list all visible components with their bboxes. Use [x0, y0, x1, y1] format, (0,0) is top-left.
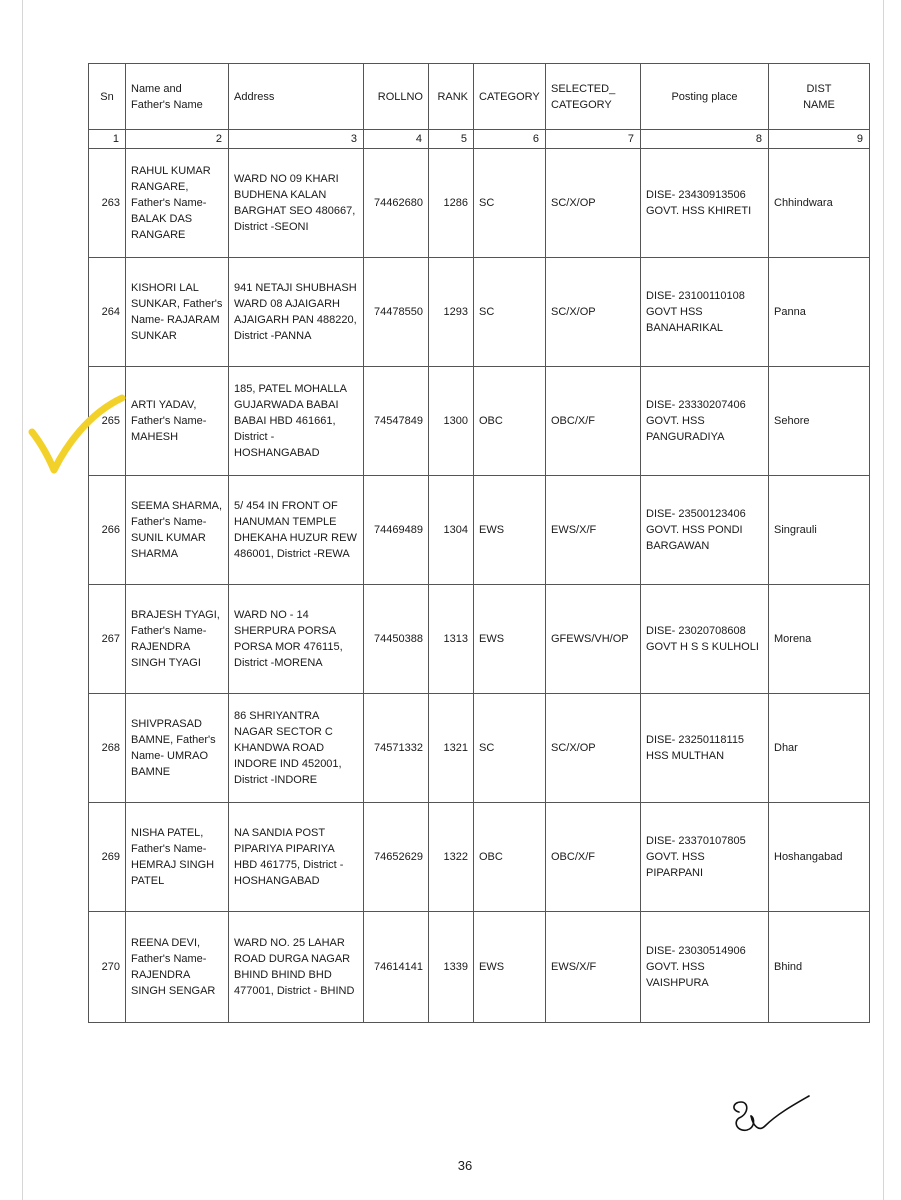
header-dist-name: DIST NAME: [769, 64, 870, 130]
cell-address: 941 NETAJI SHUBHASH WARD 08 AJAIGARH AJAIGARH PAN 488220, District -PANNA: [229, 258, 364, 367]
page-number: 36: [457, 1158, 473, 1173]
signature-icon: [725, 1088, 815, 1148]
table-row: [89, 367, 870, 476]
cell-posting-place: DISE- 23250118115 HSS MULTHAN: [641, 694, 769, 803]
cell-category: SC: [474, 258, 546, 367]
cell-dist-name: Hoshangabad: [769, 803, 870, 912]
cell-address: 185, PATEL MOHALLA GUJARWADA BABAI BABAI HBD 461661, District - HOSHANGABAD: [229, 367, 364, 476]
cell-category: OBC: [474, 803, 546, 912]
column-number-row: [89, 130, 870, 149]
cell-rank: 1313: [429, 585, 474, 694]
cell-address: WARD NO - 14 SHERPURA PORSA PORSA MOR 476115, District -MORENA: [229, 585, 364, 694]
header-rank: RANK: [429, 64, 474, 130]
column-number: 2: [126, 130, 229, 149]
cell-address: NA SANDIA POST PIPARIYA PIPARIYA HBD 461775, District -HOSHANGABAD: [229, 803, 364, 912]
cell-sn: 267: [89, 585, 126, 694]
column-number: 1: [89, 130, 126, 149]
cell-name: REENA DEVI, Father's Name- RAJENDRA SINGH SENGAR: [126, 912, 229, 1023]
header-selected-category: SELECTED_ CATEGORY: [546, 64, 641, 130]
table-row: [89, 694, 870, 803]
cell-rollno: 74450388: [364, 585, 429, 694]
cell-selected-category: SC/X/OP: [546, 694, 641, 803]
cell-rollno: 74462680: [364, 149, 429, 258]
column-number: 8: [641, 130, 769, 149]
cell-selected-category: OBC/X/F: [546, 367, 641, 476]
cell-selected-category: EWS/X/F: [546, 912, 641, 1023]
cell-dist-name: Dhar: [769, 694, 870, 803]
column-number: 6: [474, 130, 546, 149]
cell-posting-place: DISE- 23500123406 GOVT. HSS PONDI BARGAWAN: [641, 476, 769, 585]
header-category: CATEGORY: [474, 64, 546, 130]
check-mark-icon: [26, 390, 126, 480]
cell-address: WARD NO 09 KHARI BUDHENA KALAN BARGHAT SEO 480667, District -SEONI: [229, 149, 364, 258]
cell-name: RAHUL KUMAR RANGARE, Father's Name- BALAK DAS RANGARE: [126, 149, 229, 258]
cell-rank: 1339: [429, 912, 474, 1023]
header-sn: Sn: [89, 64, 126, 130]
cell-dist-name: Morena: [769, 585, 870, 694]
cell-sn: 268: [89, 694, 126, 803]
cell-rank: 1286: [429, 149, 474, 258]
cell-posting-place: DISE- 23030514906 GOVT. HSS VAISHPURA: [641, 912, 769, 1023]
cell-posting-place: DISE- 23430913506 GOVT. HSS KHIRETI: [641, 149, 769, 258]
cell-name: SEEMA SHARMA, Father's Name- SUNIL KUMAR SHARMA: [126, 476, 229, 585]
cell-name: BRAJESH TYAGI, Father's Name- RAJENDRA SINGH TYAGI: [126, 585, 229, 694]
cell-posting-place: DISE- 23100110108 GOVT HSS BANAHARIKAL: [641, 258, 769, 367]
cell-posting-place: DISE- 23330207406 GOVT. HSS PANGURADIYA: [641, 367, 769, 476]
cell-category: EWS: [474, 476, 546, 585]
check-mark-stroke: [32, 398, 122, 470]
header-name: Name and Father's Name: [126, 64, 229, 130]
cell-address: WARD NO. 25 LAHAR ROAD DURGA NAGAR BHIND BHIND BHD 477001, District - BHIND: [229, 912, 364, 1023]
cell-selected-category: EWS/X/F: [546, 476, 641, 585]
cell-rank: 1321: [429, 694, 474, 803]
cell-category: SC: [474, 694, 546, 803]
table-row: [89, 258, 870, 367]
cell-sn: 270: [89, 912, 126, 1023]
cell-rollno: 74571332: [364, 694, 429, 803]
cell-rollno: 74614141: [364, 912, 429, 1023]
cell-sn: 263: [89, 149, 126, 258]
table-row: [89, 585, 870, 694]
table-row: [89, 476, 870, 585]
table-row: [89, 149, 870, 258]
column-number: 7: [546, 130, 641, 149]
column-number: 4: [364, 130, 429, 149]
column-number: 9: [769, 130, 870, 149]
cell-sn: 264: [89, 258, 126, 367]
cell-dist-name: Chhindwara: [769, 149, 870, 258]
cell-rank: 1304: [429, 476, 474, 585]
cell-dist-name: Singrauli: [769, 476, 870, 585]
cell-name: SHIVPRASAD BAMNE, Father's Name- UMRAO BAMNE: [126, 694, 229, 803]
cell-selected-category: SC/X/OP: [546, 258, 641, 367]
cell-sn: 266: [89, 476, 126, 585]
selection-list-table: [88, 63, 870, 1023]
cell-rank: 1300: [429, 367, 474, 476]
cell-rollno: 74469489: [364, 476, 429, 585]
cell-category: OBC: [474, 367, 546, 476]
cell-rank: 1322: [429, 803, 474, 912]
cell-name: ARTI YADAV, Father's Name- MAHESH: [126, 367, 229, 476]
cell-dist-name: Bhind: [769, 912, 870, 1023]
cell-sn: 269: [89, 803, 126, 912]
header-posting-place: Posting place: [641, 64, 769, 130]
cell-selected-category: GFEWS/VH/OP: [546, 585, 641, 694]
cell-rollno: 74652629: [364, 803, 429, 912]
cell-sn: 265: [89, 367, 126, 476]
top-margin: [0, 0, 901, 36]
cell-selected-category: SC/X/OP: [546, 149, 641, 258]
cell-dist-name: Panna: [769, 258, 870, 367]
page-edge-right: [883, 0, 884, 1200]
cell-category: EWS: [474, 912, 546, 1023]
table-row: [89, 912, 870, 1023]
header-row: [89, 64, 870, 130]
cell-category: EWS: [474, 585, 546, 694]
cell-dist-name: Sehore: [769, 367, 870, 476]
cell-posting-place: DISE- 23370107805 GOVT. HSS PIPARPANI: [641, 803, 769, 912]
column-number: 3: [229, 130, 364, 149]
page-edge-left: [22, 0, 23, 1200]
header-address: Address: [229, 64, 364, 130]
header-rollno: ROLLNO: [364, 64, 429, 130]
cell-name: KISHORI LAL SUNKAR, Father's Name- RAJARAM SUNKAR: [126, 258, 229, 367]
cell-address: 86 SHRIYANTRA NAGAR SECTOR C KHANDWA ROAD INDORE IND 452001, District -INDORE: [229, 694, 364, 803]
cell-category: SC: [474, 149, 546, 258]
table-row: [89, 803, 870, 912]
cell-rank: 1293: [429, 258, 474, 367]
cell-rollno: 74478550: [364, 258, 429, 367]
cell-selected-category: OBC/X/F: [546, 803, 641, 912]
cell-address: 5/ 454 IN FRONT OF HANUMAN TEMPLE DHEKAHA HUZUR REW 486001, District -REWA: [229, 476, 364, 585]
cell-rollno: 74547849: [364, 367, 429, 476]
cell-posting-place: DISE- 23020708608 GOVT H S S KULHOLI: [641, 585, 769, 694]
cell-name: NISHA PATEL, Father's Name- HEMRAJ SINGH PATEL: [126, 803, 229, 912]
column-number: 5: [429, 130, 474, 149]
